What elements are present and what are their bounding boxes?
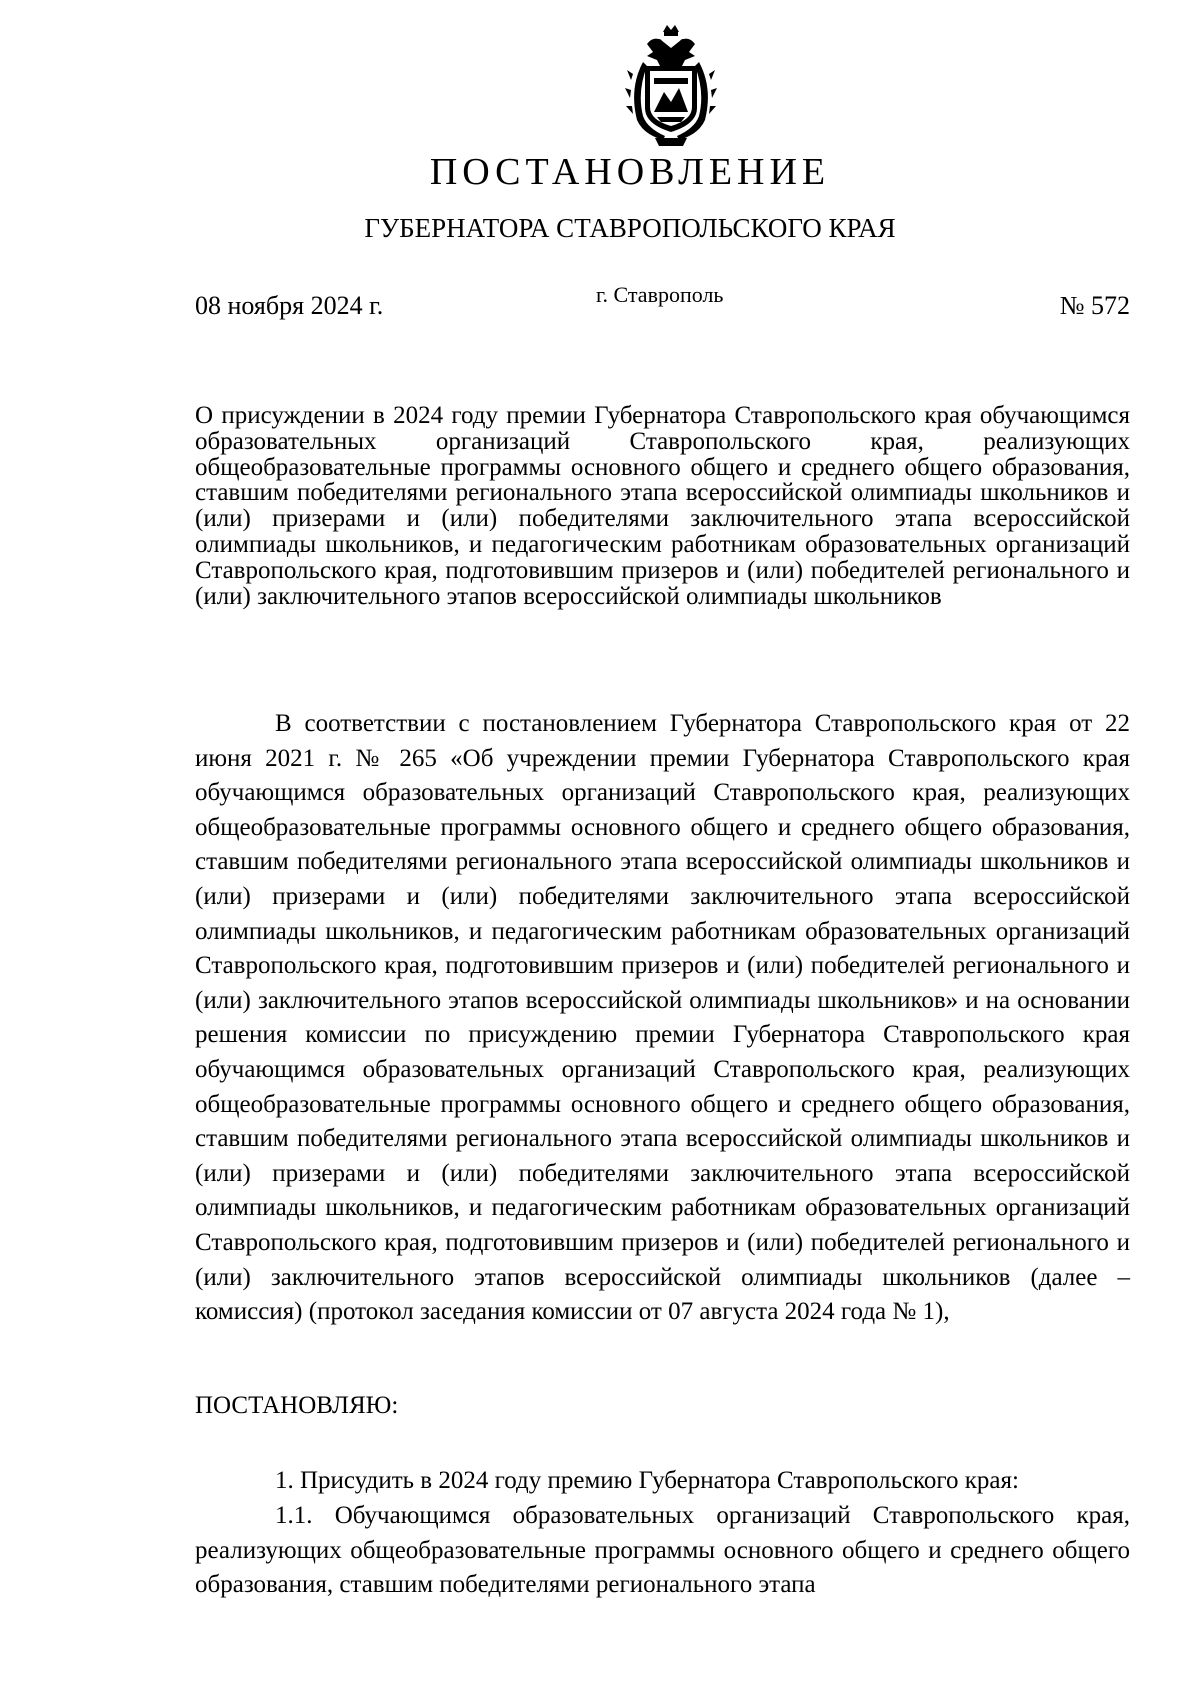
resolve-heading: ПОСТАНОВЛЯЮ: — [195, 1392, 399, 1419]
coat-of-arms-icon — [623, 22, 719, 148]
document-type-title: ПОСТАНОВЛЕНИЕ — [429, 151, 831, 193]
document-place: г. Ставрополь — [596, 282, 724, 307]
document-subject: О присуждении в 2024 году премии Губернатора Ставропольского края обучающимся образовательных организаций Ставропольского края, реализующих общеобразовательные программы основного общего и среднего общего образования, ставшим победителями регионального этапа всероссийской олимпиады школьников и (или) призерами и (или) победителями заключительного этапа всероссийской олимпиады школьников, и педагогическим работникам образовательных организаций Ставропольского края, подготовившим призеров и (или) победителей регионального и (или) заключительного этапов всероссийской олимпиады школьников — [195, 402, 1130, 610]
document-number: № 572 — [1059, 291, 1130, 320]
document-issuer: ГУБЕРНАТОРА СТАВРОПОЛЬСКОГО КРАЯ — [364, 213, 896, 243]
clause-1: 1. Присудить в 2024 году премию Губернатора Ставропольского края: — [275, 1467, 1019, 1494]
document-date: 08 ноября 2024 г. — [195, 291, 384, 320]
preamble-paragraph: В соответствии с постановлением Губернатора Ставропольского края от 22 июня 2021 г. № 265 «Об учреждении премии Губернатора Ставропольского края обучающимся образовательных организаций Ставропольского края, реализующих общеобразовательные программы основного общего и среднего общего образования, ставшим победителями регионального этапа всероссийской олимпиады школьников и (или) призерами и (или) победителями заключительного этапа всероссийской олимпиады школьников, и педагогическим работникам образовательных организаций Ставропольского края, подготовившим призеров и (или) победителей регионального и (или) заключительного этапов всероссийской олимпиады школьников» и на основании решения комиссии по присуждению премии Губернатора Ставропольского края обучающимся образовательных организаций Ставропольского края, реализующих общеобразовательные программы основного общего и среднего общего образования, ставшим победителями регионального этапа всероссийской олимпиады школьников и (или) призерами и (или) победителями заключительного этапа всероссийской олимпиады школьников, и педагогическим работникам образовательных организаций Ставропольского края, подготовившим призеров и (или) победителей регионального и (или) заключительного этапов всероссийской олимпиады школьников (далее – комиссия) (протокол заседания комиссии от 07 августа 2024 года № 1), — [195, 710, 1130, 1326]
clause-1-1: 1.1. Обучающимся образовательных организаций Ставропольского края, реализующих общеобразовательные программы основного общего и среднего общего образования, ставшим победителями регионального этапа — [195, 1502, 1130, 1599]
